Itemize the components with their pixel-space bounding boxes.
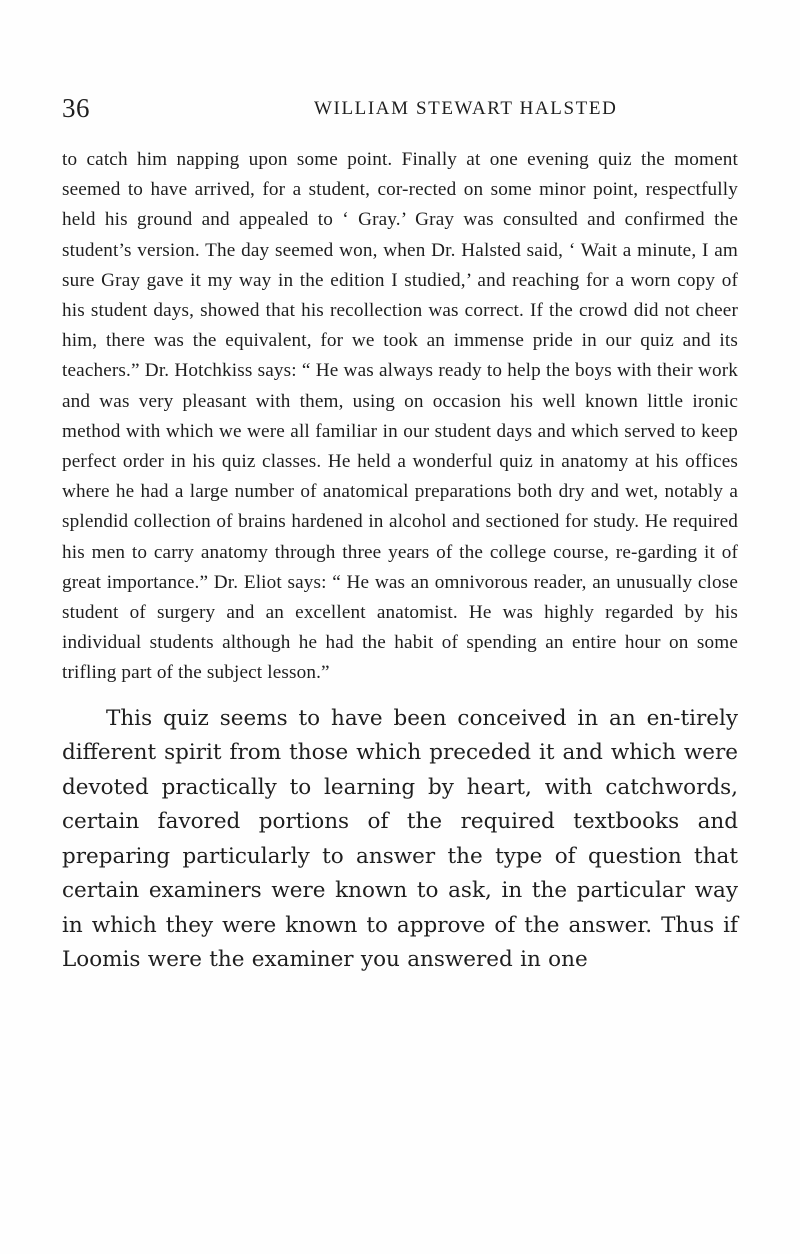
paragraph-quoted-recollections: to catch him napping upon some point. Finally at one evening quiz the moment seemed to have arrived, for a student, cor-rected on some minor point, respectfully held his ground and appealed to ‘ Gray.’ Gray was consulted and confirmed the student’s version. The day seemed won, when Dr. Halsted said, ‘ Wait a minute, I am sure Gray gave it my way in the edition I studied,’ and reaching for a worn copy of his student days, showed that his recollection was correct. If the crowd did not cheer him, there was the equivalent, for we took an immense pride in our quiz and its teachers.” Dr. Hotchkiss says: “ He was always ready to help the boys with their work and was very pleasant with them, using on occasion his well known little ironic method with which we were all familiar in our student days and which served to keep perfect order in his quiz classes. He held a wonderful quiz in anatomy at his offices where he had a large number of anatomical preparations both dry and wet, notably a splendid collection of brains hardened in alcohol and sectioned for study. He required his men to carry anatomy through three years of the college course, re-garding it of great importance.” Dr. Eliot says: “ He was an omnivorous reader, an unusually close student of surgery and an excellent anatomist. He was highly regarded by his individual students although he had the habit of spending an entire hour on some trifling part of the subject lesson.” — [62, 149, 738, 684]
page-header — [62, 92, 738, 132]
page-number: 36 — [62, 93, 90, 123]
body-text — [62, 145, 738, 978]
running-title: WILLIAM STEWART HALSTED — [314, 98, 618, 119]
paragraph-quiz-spirit: This quiz seems to have been conceived in an en-tirely different spirit from those which preceded it and which were devoted practically to learning by heart, with catchwords, certain favored portions of the required textbooks and preparing particularly to answer the type of question that certain examiners were known to ask, in the particular way in which they were known to approve of the answer. Thus if Loomis were the examiner you answered in one — [62, 705, 738, 973]
